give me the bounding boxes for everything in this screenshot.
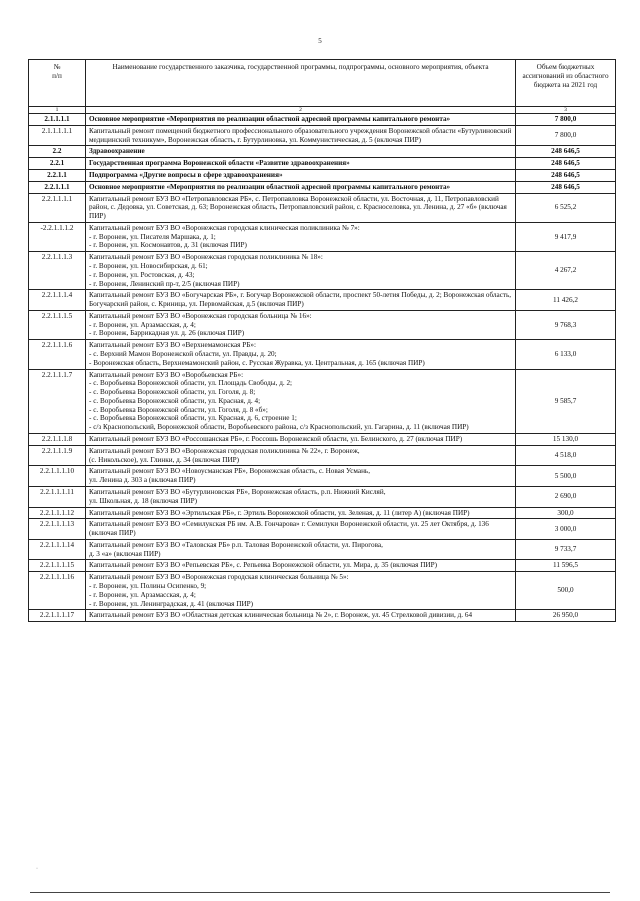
row-number: 2.2.1.1.1.17 xyxy=(29,610,86,622)
description-line: - с. Воробьевка Воронежской области, ул. Гоголя, д. 8; xyxy=(89,388,256,397)
row-number: 2.2.1.1.1.13 xyxy=(29,519,86,540)
row-amount: 7 800,0 xyxy=(516,125,616,146)
row-description xyxy=(86,158,516,170)
row-amount: 26 950,0 xyxy=(516,610,616,622)
header-amount: Объем бюджетных ассигнований из областного бюджета на 2021 год xyxy=(516,60,616,107)
row-description xyxy=(86,434,516,446)
row-description xyxy=(86,340,516,369)
table-row xyxy=(29,193,616,222)
description-line: - г. Воронеж, ул. Ленинградская, д. 41 (включая ПИР) xyxy=(89,599,254,608)
row-amount: 9 768,3 xyxy=(516,310,616,339)
row-description xyxy=(86,560,516,572)
row-description xyxy=(86,466,516,487)
description-line: Капитальный ремонт БУЗ ВО «Россошанская РБ», г. Россошь Воронежской области, ул. Белинского, д. 27 (включая ПИР) xyxy=(89,435,463,444)
row-number: 2.2.1.1.1.12 xyxy=(29,507,86,519)
row-description xyxy=(86,445,516,466)
row-description xyxy=(86,507,516,519)
table-row xyxy=(29,146,616,158)
index-cell: 2 xyxy=(86,107,516,114)
table-row xyxy=(29,114,616,126)
row-description xyxy=(86,610,516,622)
row-description xyxy=(86,369,516,433)
description-line: Капитальный ремонт БУЗ ВО «Верхнемамонская РБ»: xyxy=(89,341,256,350)
budget-table xyxy=(28,59,616,622)
description-line: - с/з Краснопольский, Воронежской области, Воробьевского района, с/з Краснопольский, ул. Гагарина, д. 11 (включая ПИР) xyxy=(89,423,469,432)
description-line: - г. Воронеж, ул. Арзамасская, д. 4; xyxy=(89,590,196,599)
row-description xyxy=(86,310,516,339)
description-line: ул. Школьная, д. 18 (включая ПИР) xyxy=(89,496,198,505)
row-amount: 11 426,2 xyxy=(516,290,616,311)
row-amount: 500,0 xyxy=(516,572,616,610)
row-description xyxy=(86,486,516,507)
description-line: Основное мероприятие «Мероприятия по реализации областной адресной программы капитального ремонта» xyxy=(89,182,451,191)
header-row xyxy=(29,60,616,107)
row-amount: 15 130,0 xyxy=(516,434,616,446)
table-row xyxy=(29,181,616,193)
table-row xyxy=(29,486,616,507)
row-number: 2.2.1.1.1.15 xyxy=(29,560,86,572)
description-line: Государственная программа Воронежской области «Развитие здравоохранения» xyxy=(89,159,350,168)
description-line: Капитальный ремонт БУЗ ВО «Воронежская городская больница № 16»: xyxy=(89,311,312,320)
description-line: - г. Воронеж, ул. Ростовская, д. 43; xyxy=(89,270,195,279)
row-description xyxy=(86,146,516,158)
row-number: 2.2.1 xyxy=(29,158,86,170)
description-line: Капитальный ремонт БУЗ ВО «Бутурлиновская РБ», Воронежская область, р.п. Нижний Кисляй, xyxy=(89,487,386,496)
description-line: Капитальный ремонт БУЗ ВО «Воробьевская РБ»: xyxy=(89,370,244,379)
description-line: - г. Воронеж, Ленинский пр-т, 2/5 (включая ПИР) xyxy=(89,279,240,288)
row-description xyxy=(86,181,516,193)
row-amount: 9 733,7 xyxy=(516,539,616,560)
description-line: Капитальный ремонт БУЗ ВО «Воронежская городская поликлиника № 18»: xyxy=(89,253,323,262)
table-row xyxy=(29,169,616,181)
table-row xyxy=(29,158,616,170)
row-description xyxy=(86,572,516,610)
table-row xyxy=(29,290,616,311)
row-number: 2.2.1.1.1 xyxy=(29,181,86,193)
row-amount: 248 646,5 xyxy=(516,146,616,158)
row-number: 2.1.1.1.1 xyxy=(29,114,86,126)
table-row xyxy=(29,466,616,487)
row-number: 2.1.1.1.1.1 xyxy=(29,125,86,146)
description-line: - г. Воронеж, ул. Полины Осипенко, 9; xyxy=(89,581,207,590)
table-row xyxy=(29,310,616,339)
row-number: 2.2.1.1.1.16 xyxy=(29,572,86,610)
description-line: д. 3 «а» (включая ПИР) xyxy=(89,549,161,558)
description-line: Капитальный ремонт БУЗ ВО «Репьевская РБ», с. Репьевка Воронежской области, ул. Мира, д. 35 (включая ПИР) xyxy=(89,561,437,570)
row-number: 2.2.1.1.1.1 xyxy=(29,193,86,222)
row-description xyxy=(86,125,516,146)
table-row xyxy=(29,572,616,610)
row-description xyxy=(86,519,516,540)
table-row xyxy=(29,610,616,622)
table-row xyxy=(29,369,616,433)
description-line: Капитальный ремонт БУЗ ВО «Семилукская РБ им. А.В. Гончарова» г. Семилуки Воронежской области, ул. 25 лет Октября, д. 136 (включая ПИР) xyxy=(89,520,489,538)
description-line: Капитальный ремонт БУЗ ВО «Воронежская городская клиническая поликлиника № 7»: xyxy=(89,223,360,232)
row-amount: 3 000,0 xyxy=(516,519,616,540)
row-number: 2.2.1.1 xyxy=(29,169,86,181)
table-row xyxy=(29,519,616,540)
row-number: 2.2.1.1.1.11 xyxy=(29,486,86,507)
description-line: - с. Воробьевка Воронежской области, ул. Площадь Свободы, д. 2; xyxy=(89,379,293,388)
row-number: 2.2.1.1.1.3 xyxy=(29,252,86,290)
description-line: - г. Воронеж, ул. Писателя Маршака, д. 1; xyxy=(89,232,216,241)
index-cell: 3 xyxy=(516,107,616,114)
row-amount: 4 518,0 xyxy=(516,445,616,466)
row-amount: 248 646,5 xyxy=(516,158,616,170)
index-cell: 1 xyxy=(29,107,86,114)
row-number: 2.2.1.1.1.6 xyxy=(29,340,86,369)
index-row xyxy=(29,107,616,114)
row-amount: 9 417,9 xyxy=(516,222,616,251)
row-number: 2.2.1.1.1.7 xyxy=(29,369,86,433)
row-description xyxy=(86,252,516,290)
description-line: - г. Воронеж, ул. Новосибирская, д. 61; xyxy=(89,261,208,270)
row-amount: 4 267,2 xyxy=(516,252,616,290)
description-line: - Воронежская область, Верхнемамонский район, с. Русская Журавка, ул. Центральная, д. 165 (включая ПИР) xyxy=(89,358,425,367)
margin-mark: · xyxy=(36,866,38,872)
description-line: ул. Ленина д. 303 а (включая ПИР) xyxy=(89,476,196,485)
row-amount: 6 133,0 xyxy=(516,340,616,369)
page-number: 5 xyxy=(318,37,322,45)
table-row xyxy=(29,539,616,560)
description-line: - с. Воробьевка Воронежской области, ул. Красная, д. 4; xyxy=(89,396,261,405)
description-line: - г. Воронеж, Баррикадная ул. д. 26 (включая ПИР) xyxy=(89,329,245,338)
description-line: Капитальный ремонт БУЗ ВО «Богучарская РБ», г. Богучар Воронежской области, проспект 50-летия Победы, д. 2; Воронежская область, Богучарский район, с. Криница, ул. Первомайская, д.5 (включая ПИР) xyxy=(89,291,512,309)
row-number: 2.2.1.1.1.5 xyxy=(29,310,86,339)
row-number: 2.2.1.1.1.10 xyxy=(29,466,86,487)
table-row xyxy=(29,340,616,369)
description-line: - г. Воронеж, ул. Космонавтов, д. 31 (включая ПИР) xyxy=(89,241,247,250)
description-line: Капитальный ремонт БУЗ ВО «Воронежская городская клиническая больница № 5»: xyxy=(89,573,349,582)
description-line: Капитальный ремонт БУЗ ВО «Новоусманская РБ», Воронежская область, с. Новая Усмань, xyxy=(89,467,370,476)
footer-rule xyxy=(30,892,610,893)
description-line: Капитальный ремонт БУЗ ВО «Петропавловская РБ», с. Петропавловка Воронежской области, ул. Восточная, д. 11, Петропавловский район, с. Дедовка, ул. Советская, д. 63; Воронежская область, Петропавловский район, с. Красноселовка, ул. Ленина, д. 27 «б» (включая ПИР) xyxy=(89,194,507,221)
description-line: Капитальный ремонт БУЗ ВО «Воронежская городская поликлиника № 22», г. Воронеж, xyxy=(89,446,360,455)
description-line: Подпрограмма «Другие вопросы в сфере здравоохранения» xyxy=(89,170,283,179)
row-description xyxy=(86,290,516,311)
row-number: 2.2.1.1.1.14 xyxy=(29,539,86,560)
table-row xyxy=(29,222,616,251)
row-amount: 248 646,5 xyxy=(516,181,616,193)
description-line: Здравоохранение xyxy=(89,147,145,156)
table-row xyxy=(29,434,616,446)
row-description xyxy=(86,222,516,251)
description-line: - с. Воробьевка Воронежской области, ул. Красная, д. 6, строение 1; xyxy=(89,414,297,423)
row-description xyxy=(86,539,516,560)
table-body xyxy=(29,107,616,622)
table-row xyxy=(29,507,616,519)
row-amount: 11 596,5 xyxy=(516,560,616,572)
row-description xyxy=(86,193,516,222)
row-amount: 5 500,0 xyxy=(516,466,616,487)
description-line: Капитальный ремонт БУЗ ВО «Таловская РБ» р.п. Таловая Воронежской области, ул. Пирогова, xyxy=(89,540,383,549)
description-line: Основное мероприятие «Мероприятия по реализации областной адресной программы капитального ремонта» xyxy=(89,115,451,124)
row-amount: 7 800,0 xyxy=(516,114,616,126)
row-number: 2.2.1.1.1.9 xyxy=(29,445,86,466)
description-line: - с. Верхний Мамон Воронежской области, ул. Правды, д. 20; xyxy=(89,350,277,359)
row-amount: 9 585,7 xyxy=(516,369,616,433)
description-line: - г. Воронеж, ул. Арзамасская, д. 4; xyxy=(89,320,196,329)
table-row xyxy=(29,445,616,466)
description-line: (с. Никольское), ул. Глинки, д. 34 (включая ПИР) xyxy=(89,455,240,464)
row-description xyxy=(86,114,516,126)
table-row xyxy=(29,125,616,146)
description-line: Капитальный ремонт БУЗ ВО «Областная детская клиническая больница № 2», г. Воронеж, ул. 45 Стрелковой дивизии, д. 64 xyxy=(89,611,473,620)
description-line: Капитальный ремонт помещений бюджетного профессионального образовательного учреждения Воронежской области «Бутурлиновский медицинский техникум», Воронежская область, г. Бутурлиновка, ул. Коммунистическая, д. 5 (включая ПИР) xyxy=(89,126,512,144)
description-line: - с. Воробьевка Воронежской области, ул. Гоголя, д. 8 «б»; xyxy=(89,405,268,414)
header-name: Наименование государственного заказчика, государственной программы, подпрограммы, основного мероприятия, объекта xyxy=(86,60,516,107)
row-amount: 6 525,2 xyxy=(516,193,616,222)
description-line: Капитальный ремонт БУЗ ВО «Эртильская РБ», г. Эртиль Воронежской области, ул. Зеленая, д. 11 (литер А) (включая ПИР) xyxy=(89,508,470,517)
row-number: -2.2.1.1.1.2 xyxy=(29,222,86,251)
header-num: № п/п xyxy=(29,60,86,107)
row-amount: 300,0 xyxy=(516,507,616,519)
table-row xyxy=(29,560,616,572)
row-amount: 2 690,0 xyxy=(516,486,616,507)
row-number: 2.2 xyxy=(29,146,86,158)
table-row xyxy=(29,252,616,290)
row-amount: 248 646,5 xyxy=(516,169,616,181)
row-number: 2.2.1.1.1.4 xyxy=(29,290,86,311)
row-description xyxy=(86,169,516,181)
row-number: 2.2.1.1.1.8 xyxy=(29,434,86,446)
